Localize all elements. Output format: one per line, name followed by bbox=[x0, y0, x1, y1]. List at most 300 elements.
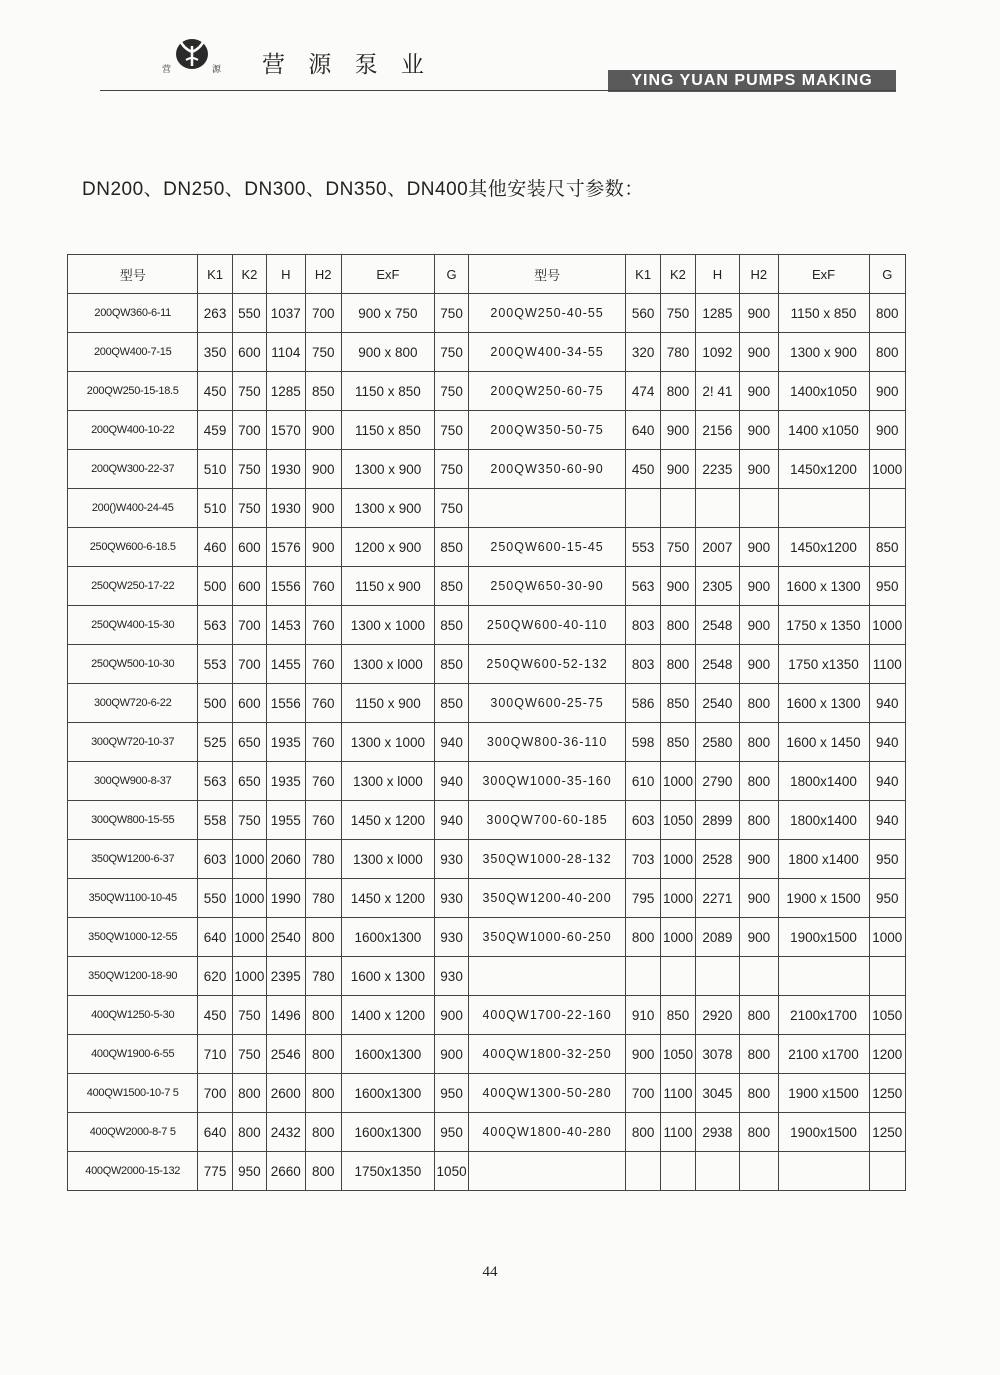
table-cell: 800 bbox=[232, 1113, 266, 1152]
table-cell: 640 bbox=[198, 1113, 232, 1152]
model-cell: 350QW1000-12-55 bbox=[68, 918, 198, 957]
model-cell: 400QW1500-10-7 5 bbox=[68, 1074, 198, 1113]
header-divider bbox=[100, 90, 896, 91]
table-cell: 2271 bbox=[695, 879, 739, 918]
table-cell: 760 bbox=[305, 684, 341, 723]
table-cell: 780 bbox=[305, 840, 341, 879]
table-header-row bbox=[68, 255, 906, 294]
table-cell: 850 bbox=[434, 645, 468, 684]
table-cell: 1990 bbox=[267, 879, 305, 918]
table-cell: 2548 bbox=[695, 606, 739, 645]
model-cell bbox=[469, 489, 626, 528]
table-cell: 1000 bbox=[661, 840, 695, 879]
table-cell: 1100 bbox=[869, 645, 906, 684]
table-cell: 900 bbox=[869, 411, 906, 450]
table-cell: 459 bbox=[198, 411, 232, 450]
table-cell: 1900 x1500 bbox=[778, 1074, 869, 1113]
table-cell: 750 bbox=[434, 450, 468, 489]
table-cell: 1750 x1350 bbox=[778, 645, 869, 684]
table-body bbox=[68, 294, 906, 1191]
model-cell: 400QW1250-5-30 bbox=[68, 996, 198, 1035]
table-cell: 760 bbox=[305, 762, 341, 801]
table-cell: 3078 bbox=[695, 1035, 739, 1074]
table-cell: 940 bbox=[434, 801, 468, 840]
table-cell: 1000 bbox=[869, 606, 906, 645]
table-cell: 500 bbox=[198, 567, 232, 606]
table-cell: 1800 x1400 bbox=[778, 840, 869, 879]
table-cell: 930 bbox=[434, 840, 468, 879]
table-cell: 800 bbox=[869, 294, 906, 333]
table-cell: 760 bbox=[305, 801, 341, 840]
table-cell: 930 bbox=[434, 879, 468, 918]
table-cell: 2089 bbox=[695, 918, 739, 957]
table-row bbox=[68, 528, 906, 567]
model-cell: 250QW600-40-110 bbox=[469, 606, 626, 645]
model-cell: 300QW900-8-37 bbox=[68, 762, 198, 801]
table-cell: 800 bbox=[661, 372, 695, 411]
model-cell: 200QW400-34-55 bbox=[469, 333, 626, 372]
table-cell: 1000 bbox=[869, 918, 906, 957]
table-cell: 1150 x 850 bbox=[341, 372, 434, 411]
table-row bbox=[68, 606, 906, 645]
table-cell: 558 bbox=[198, 801, 232, 840]
table-cell: 620 bbox=[198, 957, 232, 996]
table-cell: 1600x1300 bbox=[341, 1074, 434, 1113]
table-cell: 1000 bbox=[661, 879, 695, 918]
table-cell: 800 bbox=[661, 645, 695, 684]
table-cell: 1955 bbox=[267, 801, 305, 840]
table-cell: 263 bbox=[198, 294, 232, 333]
table-cell: 640 bbox=[625, 411, 660, 450]
table-cell: 900 bbox=[625, 1035, 660, 1074]
table-cell bbox=[740, 1152, 778, 1191]
table-cell: 1050 bbox=[869, 996, 906, 1035]
table-cell: 760 bbox=[305, 723, 341, 762]
table-cell: 553 bbox=[198, 645, 232, 684]
install-dimension-table bbox=[67, 254, 906, 1191]
table-cell: 800 bbox=[305, 1113, 341, 1152]
model-cell: 250QW600-15-45 bbox=[469, 528, 626, 567]
column-header: G bbox=[434, 255, 468, 294]
table-cell: 750 bbox=[434, 333, 468, 372]
table-cell: 1600 x 1300 bbox=[341, 957, 434, 996]
table-cell: 1250 bbox=[869, 1074, 906, 1113]
model-cell: 250QW400-15-30 bbox=[68, 606, 198, 645]
model-cell: 300QW720-6-22 bbox=[68, 684, 198, 723]
table-row bbox=[68, 1074, 906, 1113]
table-cell: 563 bbox=[625, 567, 660, 606]
table-cell: 950 bbox=[232, 1152, 266, 1191]
table-cell: 703 bbox=[625, 840, 660, 879]
table-cell: 760 bbox=[305, 606, 341, 645]
table-cell: 1000 bbox=[232, 840, 266, 879]
model-cell: 400QW1900-6-55 bbox=[68, 1035, 198, 1074]
table-row bbox=[68, 1113, 906, 1152]
table-cell: 1200 x 900 bbox=[341, 528, 434, 567]
table-cell: 800 bbox=[305, 918, 341, 957]
table-cell: 2! 41 bbox=[695, 372, 739, 411]
model-cell: 200QW250-40-55 bbox=[469, 294, 626, 333]
model-cell: 400QW1700-22-160 bbox=[469, 996, 626, 1035]
table-cell: 603 bbox=[198, 840, 232, 879]
table-cell: 800 bbox=[305, 996, 341, 1035]
table-cell: 1455 bbox=[267, 645, 305, 684]
model-cell: 350QW1200-40-200 bbox=[469, 879, 626, 918]
column-header: K1 bbox=[198, 255, 232, 294]
table-cell: 900 x 800 bbox=[341, 333, 434, 372]
table-cell: 2546 bbox=[267, 1035, 305, 1074]
table-row bbox=[68, 957, 906, 996]
table-cell: 1300 x l000 bbox=[341, 645, 434, 684]
table-cell: 2600 bbox=[267, 1074, 305, 1113]
table-cell: 900 bbox=[740, 645, 778, 684]
table-cell: 900 bbox=[740, 528, 778, 567]
logo-left-char: 营 bbox=[162, 65, 172, 75]
table-cell: 600 bbox=[232, 684, 266, 723]
table-cell: 2395 bbox=[267, 957, 305, 996]
table-cell: 940 bbox=[869, 723, 906, 762]
table-cell: 900 bbox=[661, 411, 695, 450]
table-cell: 1104 bbox=[267, 333, 305, 372]
table-cell: 1200 bbox=[869, 1035, 906, 1074]
table-cell: 900 bbox=[740, 333, 778, 372]
table-cell: 1750x1350 bbox=[341, 1152, 434, 1191]
table-cell: 900 bbox=[740, 294, 778, 333]
table-cell bbox=[778, 957, 869, 996]
model-cell: 200QW300-22-37 bbox=[68, 450, 198, 489]
table-cell: 610 bbox=[625, 762, 660, 801]
table-cell: 750 bbox=[232, 801, 266, 840]
table-row bbox=[68, 1152, 906, 1191]
table-cell: 1300 x l000 bbox=[341, 840, 434, 879]
model-cell: 350QW1200-6-37 bbox=[68, 840, 198, 879]
table-cell: 800 bbox=[740, 801, 778, 840]
model-cell: 200QW250-60-75 bbox=[469, 372, 626, 411]
table-cell: 1092 bbox=[695, 333, 739, 372]
table-cell: 900 bbox=[305, 411, 341, 450]
table-cell: 760 bbox=[305, 567, 341, 606]
table-cell: 1576 bbox=[267, 528, 305, 567]
table-cell: 1000 bbox=[869, 450, 906, 489]
table-cell: 775 bbox=[198, 1152, 232, 1191]
table-cell: 950 bbox=[869, 567, 906, 606]
table-cell: 1300 x 900 bbox=[341, 450, 434, 489]
table-cell: 2007 bbox=[695, 528, 739, 567]
model-cell: 350QW1200-18-90 bbox=[68, 957, 198, 996]
table-cell: 900 bbox=[434, 996, 468, 1035]
table-cell: 600 bbox=[232, 333, 266, 372]
table-cell: 1000 bbox=[661, 762, 695, 801]
table-cell: 900 bbox=[305, 489, 341, 528]
table-cell: 700 bbox=[232, 606, 266, 645]
table-cell: 2060 bbox=[267, 840, 305, 879]
table-cell: 1000 bbox=[232, 918, 266, 957]
table-cell: 550 bbox=[232, 294, 266, 333]
logo-leaf-icon bbox=[174, 36, 210, 70]
table-cell: 2920 bbox=[695, 996, 739, 1035]
table-cell: 1000 bbox=[232, 957, 266, 996]
table-cell: 900 x 750 bbox=[341, 294, 434, 333]
table-cell: 2660 bbox=[267, 1152, 305, 1191]
table-cell bbox=[695, 1152, 739, 1191]
table-cell: 750 bbox=[305, 333, 341, 372]
table-row bbox=[68, 723, 906, 762]
table-cell: 1400 x1050 bbox=[778, 411, 869, 450]
table-cell: 563 bbox=[198, 762, 232, 801]
table-cell: 800 bbox=[740, 1074, 778, 1113]
table-cell: 650 bbox=[232, 762, 266, 801]
table-cell: 750 bbox=[232, 372, 266, 411]
company-name-cn: 营 源 泵 业 bbox=[262, 52, 432, 78]
table-cell: 553 bbox=[625, 528, 660, 567]
table-cell: 850 bbox=[305, 372, 341, 411]
table-cell: 1400 x 1200 bbox=[341, 996, 434, 1035]
table-cell: 950 bbox=[869, 879, 906, 918]
table-cell: 800 bbox=[625, 918, 660, 957]
table-cell: 2235 bbox=[695, 450, 739, 489]
table-cell: 900 bbox=[869, 372, 906, 411]
table-cell bbox=[625, 957, 660, 996]
table-cell bbox=[625, 489, 660, 528]
table-cell: 800 bbox=[740, 996, 778, 1035]
table-cell bbox=[869, 957, 906, 996]
table-cell: 700 bbox=[625, 1074, 660, 1113]
column-header: H bbox=[695, 255, 739, 294]
table-cell: 800 bbox=[625, 1113, 660, 1152]
table-cell bbox=[695, 489, 739, 528]
table-cell: 750 bbox=[232, 1035, 266, 1074]
model-cell: 400QW1800-40-280 bbox=[469, 1113, 626, 1152]
table-cell: 2790 bbox=[695, 762, 739, 801]
table-cell: 900 bbox=[740, 567, 778, 606]
table-cell: 795 bbox=[625, 879, 660, 918]
table-cell: 750 bbox=[661, 528, 695, 567]
table-cell: 800 bbox=[305, 1152, 341, 1191]
table-cell: 600 bbox=[232, 528, 266, 567]
table-cell: 1600 x 1300 bbox=[778, 567, 869, 606]
table-cell: 850 bbox=[434, 567, 468, 606]
table-row bbox=[68, 879, 906, 918]
table-cell bbox=[661, 489, 695, 528]
column-header: 型号 bbox=[469, 255, 626, 294]
table-cell: 800 bbox=[661, 606, 695, 645]
table-row bbox=[68, 801, 906, 840]
model-cell: 200QW350-60-90 bbox=[469, 450, 626, 489]
table-cell: 500 bbox=[198, 684, 232, 723]
table-cell: 800 bbox=[305, 1035, 341, 1074]
table-cell: 1050 bbox=[661, 1035, 695, 1074]
table-row bbox=[68, 294, 906, 333]
table-cell: 1453 bbox=[267, 606, 305, 645]
table-row bbox=[68, 762, 906, 801]
table-cell: 700 bbox=[305, 294, 341, 333]
model-cell: 250QW600-52-132 bbox=[469, 645, 626, 684]
table-cell: 2540 bbox=[267, 918, 305, 957]
table-cell: 600 bbox=[232, 567, 266, 606]
table-cell: 750 bbox=[434, 489, 468, 528]
table-cell: 1285 bbox=[695, 294, 739, 333]
model-cell: 200QW250-15-18.5 bbox=[68, 372, 198, 411]
table-cell: 2548 bbox=[695, 645, 739, 684]
company-name-en-banner: YING YUAN PUMPS MAKING bbox=[608, 70, 896, 92]
table-cell: 780 bbox=[661, 333, 695, 372]
model-cell: 300QW1000-35-160 bbox=[469, 762, 626, 801]
model-cell: 400QW1800-32-250 bbox=[469, 1035, 626, 1074]
table-cell: 1050 bbox=[434, 1152, 468, 1191]
table-cell: 1450 x 1200 bbox=[341, 879, 434, 918]
column-header: ExF bbox=[778, 255, 869, 294]
table-cell: 940 bbox=[869, 801, 906, 840]
model-cell bbox=[469, 1152, 626, 1191]
column-header: ExF bbox=[341, 255, 434, 294]
model-cell: 300QW800-15-55 bbox=[68, 801, 198, 840]
table-cell: 560 bbox=[625, 294, 660, 333]
table-cell: 450 bbox=[198, 372, 232, 411]
table-cell: 2156 bbox=[695, 411, 739, 450]
table-cell: 780 bbox=[305, 879, 341, 918]
table-cell: 603 bbox=[625, 801, 660, 840]
table-cell: 800 bbox=[740, 1035, 778, 1074]
model-cell: 250QW500-10-30 bbox=[68, 645, 198, 684]
table-cell bbox=[695, 957, 739, 996]
table-cell: 800 bbox=[232, 1074, 266, 1113]
table-cell: 850 bbox=[434, 528, 468, 567]
table-cell: 3045 bbox=[695, 1074, 739, 1113]
table-cell: 750 bbox=[661, 294, 695, 333]
table-cell: 1300 x 1000 bbox=[341, 723, 434, 762]
table-cell: 850 bbox=[434, 606, 468, 645]
table-cell: 800 bbox=[740, 684, 778, 723]
model-cell: 350QW1000-60-250 bbox=[469, 918, 626, 957]
table-row bbox=[68, 918, 906, 957]
table-row bbox=[68, 489, 906, 528]
table-cell: 1150 x 850 bbox=[341, 411, 434, 450]
table-cell: 1450x1200 bbox=[778, 450, 869, 489]
table-cell: 1800x1400 bbox=[778, 801, 869, 840]
table-cell: 1150 x 900 bbox=[341, 567, 434, 606]
model-cell: 200QW350-50-75 bbox=[469, 411, 626, 450]
table-cell: 900 bbox=[740, 606, 778, 645]
table-cell: 1050 bbox=[661, 801, 695, 840]
table-cell: 2899 bbox=[695, 801, 739, 840]
table-cell: 1935 bbox=[267, 762, 305, 801]
table-cell: 930 bbox=[434, 918, 468, 957]
table-cell: 1150 x 850 bbox=[778, 294, 869, 333]
table-cell: 750 bbox=[434, 411, 468, 450]
table-row bbox=[68, 645, 906, 684]
table-cell: 800 bbox=[740, 1113, 778, 1152]
table-cell: 900 bbox=[740, 411, 778, 450]
table-cell: 2432 bbox=[267, 1113, 305, 1152]
table-cell: 760 bbox=[305, 645, 341, 684]
table-row bbox=[68, 840, 906, 879]
table-cell bbox=[869, 1152, 906, 1191]
table-row bbox=[68, 684, 906, 723]
table-cell: 800 bbox=[305, 1074, 341, 1113]
table-cell: 1250 bbox=[869, 1113, 906, 1152]
table-cell: 900 bbox=[740, 372, 778, 411]
table-row bbox=[68, 1035, 906, 1074]
model-cell: 400QW2000-8-7 5 bbox=[68, 1113, 198, 1152]
column-header: K2 bbox=[661, 255, 695, 294]
table-cell: 1900 x 1500 bbox=[778, 879, 869, 918]
table-cell: 900 bbox=[661, 450, 695, 489]
table-cell: 750 bbox=[232, 489, 266, 528]
table-cell: 900 bbox=[661, 567, 695, 606]
table-cell: 2100x1700 bbox=[778, 996, 869, 1035]
table-cell: 1000 bbox=[232, 879, 266, 918]
table-cell: 1600 x 1300 bbox=[778, 684, 869, 723]
column-header: H2 bbox=[305, 255, 341, 294]
model-cell bbox=[469, 957, 626, 996]
table-cell: 800 bbox=[740, 762, 778, 801]
table-cell: 850 bbox=[661, 996, 695, 1035]
table-row bbox=[68, 996, 906, 1035]
table-cell: 1300 x 900 bbox=[778, 333, 869, 372]
table-cell: 1556 bbox=[267, 684, 305, 723]
table-cell: 700 bbox=[232, 645, 266, 684]
table-cell: 1300 x 900 bbox=[341, 489, 434, 528]
table-cell: 900 bbox=[740, 918, 778, 957]
table-cell bbox=[778, 1152, 869, 1191]
table-cell: 1570 bbox=[267, 411, 305, 450]
model-cell: 250QW650-30-90 bbox=[469, 567, 626, 606]
column-header: H2 bbox=[740, 255, 778, 294]
table-cell: 2100 x1700 bbox=[778, 1035, 869, 1074]
table-row bbox=[68, 567, 906, 606]
table-cell: 930 bbox=[434, 957, 468, 996]
model-cell: 300QW800-36-110 bbox=[469, 723, 626, 762]
table-cell: 640 bbox=[198, 918, 232, 957]
table-cell: 800 bbox=[869, 333, 906, 372]
table-cell: 1600x1300 bbox=[341, 1113, 434, 1152]
table-cell: 780 bbox=[305, 957, 341, 996]
table-cell: 1900x1500 bbox=[778, 918, 869, 957]
table-cell: 950 bbox=[434, 1074, 468, 1113]
model-cell: 200()W400-24-45 bbox=[68, 489, 198, 528]
model-cell: 350QW1100-10-45 bbox=[68, 879, 198, 918]
table-cell: 550 bbox=[198, 879, 232, 918]
table-cell: 2528 bbox=[695, 840, 739, 879]
table-cell: 1930 bbox=[267, 450, 305, 489]
table-cell: 320 bbox=[625, 333, 660, 372]
model-cell: 200QW400-10-22 bbox=[68, 411, 198, 450]
model-cell: 300QW700-60-185 bbox=[469, 801, 626, 840]
table-cell: 700 bbox=[232, 411, 266, 450]
table-cell: 1600 x 1450 bbox=[778, 723, 869, 762]
table-cell: 1400x1050 bbox=[778, 372, 869, 411]
table-cell bbox=[740, 957, 778, 996]
table-cell: 940 bbox=[434, 723, 468, 762]
logo-right-char: 源 bbox=[212, 65, 222, 75]
model-cell: 350QW1000-28-132 bbox=[469, 840, 626, 879]
table-cell: 1450 x 1200 bbox=[341, 801, 434, 840]
table-cell: 940 bbox=[434, 762, 468, 801]
table-cell: 710 bbox=[198, 1035, 232, 1074]
page-number: 44 bbox=[482, 1264, 498, 1280]
table-cell: 900 bbox=[740, 879, 778, 918]
table-cell: 950 bbox=[869, 840, 906, 879]
table-cell: 460 bbox=[198, 528, 232, 567]
table-cell: 525 bbox=[198, 723, 232, 762]
model-cell: 300QW720-10-37 bbox=[68, 723, 198, 762]
table-cell: 750 bbox=[232, 450, 266, 489]
model-cell: 300QW600-25-75 bbox=[469, 684, 626, 723]
table-cell bbox=[778, 489, 869, 528]
table-cell: 1450x1200 bbox=[778, 528, 869, 567]
table-cell: 598 bbox=[625, 723, 660, 762]
table-cell: 1935 bbox=[267, 723, 305, 762]
